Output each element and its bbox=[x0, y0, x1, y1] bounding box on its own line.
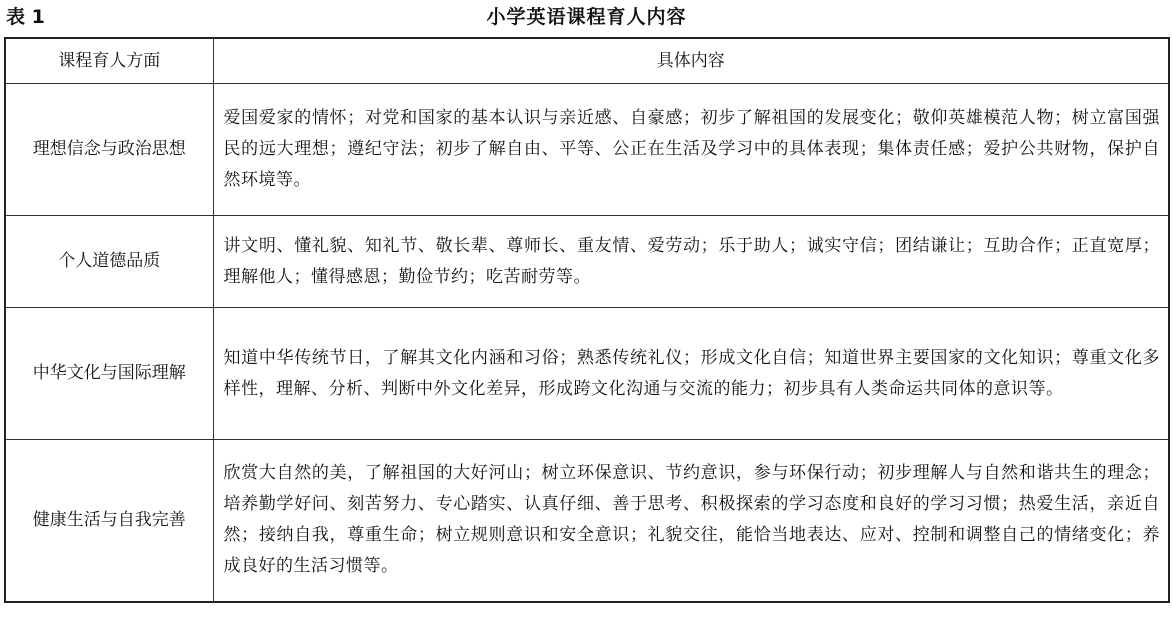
aspect-cell: 健康生活与自我完善 bbox=[5, 440, 213, 602]
table-row bbox=[5, 308, 1169, 440]
content-cell: 讲文明、懂礼貌、知礼节、敬长辈、尊师长、重友情、爱劳动；乐于助人；诚实守信；团结谦让；互助合作；正直宽厚；理解他人；懂得感恩；勤俭节约；吃苦耐劳等。 bbox=[213, 216, 1169, 308]
table-number: 表 1 bbox=[6, 6, 45, 28]
aspect-cell: 中华文化与国际理解 bbox=[5, 308, 213, 440]
table-header-row bbox=[5, 38, 1169, 84]
table-caption bbox=[0, 4, 1173, 30]
aspect-cell: 个人道德品质 bbox=[5, 216, 213, 308]
content-table bbox=[4, 37, 1170, 603]
content-cell: 知道中华传统节日，了解其文化内涵和习俗；熟悉传统礼仪；形成文化自信；知道世界主要国家的文化知识；尊重文化多样性，理解、分析、判断中外文化差异，形成跨文化沟通与交流的能力；初步具有人类命运共同体的意识等。 bbox=[213, 308, 1169, 440]
aspect-cell: 理想信念与政治思想 bbox=[5, 84, 213, 216]
table-row bbox=[5, 440, 1169, 602]
table-title: 小学英语课程育人内容 bbox=[486, 6, 687, 28]
table-row bbox=[5, 216, 1169, 308]
header-content: 具体内容 bbox=[213, 38, 1169, 84]
content-cell: 欣赏大自然的美，了解祖国的大好河山；树立环保意识、节约意识，参与环保行动；初步理解人与自然和谐共生的理念；培养勤学好问、刻苦努力、专心踏实、认真仔细、善于思考、积极探索的学习态度和良好的学习习惯；热爱生活，亲近自然；接纳自我，尊重生命；树立规则意识和安全意识；礼貌交往，能恰当地表达、应对、控制和调整自己的情绪变化；养成良好的生活习惯等。 bbox=[213, 440, 1169, 602]
content-cell: 爱国爱家的情怀；对党和国家的基本认识与亲近感、自豪感；初步了解祖国的发展变化；敬仰英雄模范人物；树立富国强民的远大理想；遵纪守法；初步了解自由、平等、公正在生活及学习中的具体表现；集体责任感；爱护公共财物，保护自然环境等。 bbox=[213, 84, 1169, 216]
header-aspect: 课程育人方面 bbox=[5, 38, 213, 84]
table-row bbox=[5, 84, 1169, 216]
